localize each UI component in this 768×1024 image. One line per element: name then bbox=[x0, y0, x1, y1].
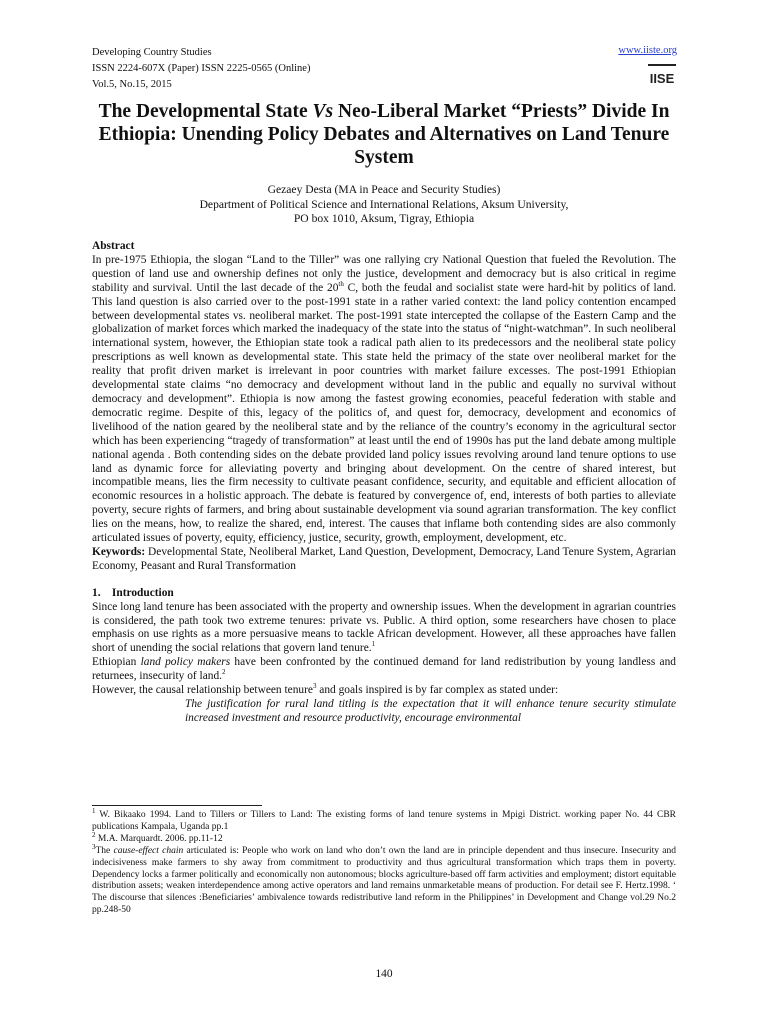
running-header bbox=[92, 45, 310, 93]
intro-paragraph-2: Ethiopian land policy makers have been confronted by the continued demand for land redistribution by young landless and returnees, insecurity of land.$^2$ bbox=[92, 656, 676, 683]
paper-body bbox=[92, 240, 676, 726]
journal-website-link[interactable]: www.iiste.org bbox=[618, 45, 677, 56]
author-department: Department of Political Science and International Relations, Aksum University, bbox=[199, 197, 569, 211]
iiste-logo-icon bbox=[648, 64, 676, 86]
keywords-label: Keywords: bbox=[92, 545, 146, 558]
footnote-rule bbox=[92, 805, 262, 806]
block-quote: The justification for rural land titling is the expectation that it will enhance tenure security stimulate increased investment and resource productivity, encourage environmental bbox=[185, 698, 676, 724]
author-address: PO box 1010, Aksum, Tigray, Ethiopia bbox=[293, 212, 475, 225]
logo-text: IISE bbox=[649, 71, 675, 86]
paper-title: The Developmental State Vs Neo-Liberal Market “Priests” Divide In Ethiopia: Unending Policy Debates and Alternatives on Land Tenure System bbox=[98, 101, 670, 168]
issn-line: ISSN 2224-607X (Paper) ISSN 2225-0565 (Online) bbox=[92, 63, 311, 74]
intro-paragraph-3: However, the causal relationship between tenure$^3$ and goals inspired is by far complex as stated under: bbox=[92, 682, 559, 697]
title-vs: Vs bbox=[312, 101, 334, 122]
page-number: 140 bbox=[375, 968, 393, 980]
keywords: Keywords: Developmental State, Neoliberal Market, Land Question, Development, Democracy, Land Tenure System, Agrarian Economy, Peasant and Rural Transformation bbox=[92, 545, 676, 572]
abstract-heading: Abstract bbox=[92, 240, 135, 252]
footnote-1: $^1$ W. Bikaako 1994. Land to Tillers or Tillers to Land: The existing forms of land tenure systems in Mpigi District. working paper No. 44 CBR publications Kampala, Uganda pp.1 bbox=[92, 806, 676, 832]
footnote-3: $^3$The cause-effect chain articulated is: People who work on land who don’t own the land are in principle dependent and thus insecure. Insecurity and indecisiveness make farmers to shy away from commitment to productivity and thus agricultural transformation which traps them in poverty. Dependency locks a farmer politically and economically non autonomous; blocks agriculture-based off farm activities and employment; distort equitable distribution assets; weaken interdependence among active operators and land remains unmarketable means of production. For detail see F. Hertz.1998. ‘ The discourse that silences :Beneficiaries’ ambivalence towards redistributive land reform in the Philippines’ in Development and Change vol.29 No.2 pp.248-50 bbox=[92, 842, 676, 916]
abstract-text: In pre-1975 Ethiopia, the slogan “Land to the Tiller” was one rallying cry National Question that fueled the Revolution. The question of land use and ownership defines not only the justice, development and democracy but is also critical in regime stability and survival. Until the last decade of the 20th C, both the feudal and socialist state were hard-hit by politics of land. This land question is also carried over to the post-1991 state in a rather varied context: the land policy contention encamped between developmental states vs. neoliberal market. The post-1991 state intercepted the collapse of the Eastern Camp and the globalization of market forces which marked the inadequacy of the state into the status of “night-watchman”. In such neoliberal international system, however, the Ethiopian state took a radical path alien to its predecessors and the neoliberal state policy prescriptions as well known as developmental state. This state held the primacy of the state over neoliberal market for the reality that profit driven market is irrelevant in poor countries with market failure excesses. The post-1991 Ethiopian developmental state claims “no democracy and development without land in the public and equally no survival without democracy and development”. Ethiopia is now among the fastest growing economies, peaceful federation with stable and democratic regime. Despite of this, legacy of the politics of, and quest for, democracy, development and economics of livelihood of the nation geared by the neoliberal state and by the reliance of the country’s economy in the agricultural sector which has been experiencing “tragedy of transformation” at least until the end of 1990s has put the land debate among multiple national agenda . Both contending sides on the debate provided land policy issues revolving around land tenure options to use land as dynamic force for alleviating poverty and bringing about development. On the centre of shared interest, but incompatible means, lies the firm necessity to cultivate peasant confidence, security, and equitable and efficient allocation of economic resources in a holistic approach. The debate is featured by convergence of, end, interests of both parties to alleviate poverty, secure rights of farmers, and bring about sustainable development via sound agrarian transformation. The key conflict lies on the means, how, to realize the shared, end, interest. The causes that inflame both contending sides are also commonly articulated issues of poverty, equity, efficiency, justice, security, growth, employment, development, etc. bbox=[92, 253, 676, 545]
journal-name: Developing Country Studies bbox=[92, 47, 212, 58]
footnotes bbox=[92, 806, 676, 917]
volume-line: Vol.5, No.15, 2015 bbox=[92, 79, 172, 90]
footnote-2: $^2$ M.A. Marquardt. 2006. pp.11-12 bbox=[92, 830, 223, 844]
author-block bbox=[92, 183, 676, 227]
intro-paragraph-1: Since long land tenure has been associated with the property and ownership issues. When the development in agrarian countries is considered, the path took two extreme tenures: private vs. Public. A third option, some researchers have chosen to place emphasis on use rights as a more persuasive means to tackle African development. However, all these approaches have fallen short of unending the social relations that govern land tenure.$^1$ bbox=[92, 600, 676, 655]
introduction-heading: 1. Introduction bbox=[92, 586, 174, 599]
author-name: Gezaey Desta (MA in Peace and Security Studies) bbox=[267, 183, 501, 196]
